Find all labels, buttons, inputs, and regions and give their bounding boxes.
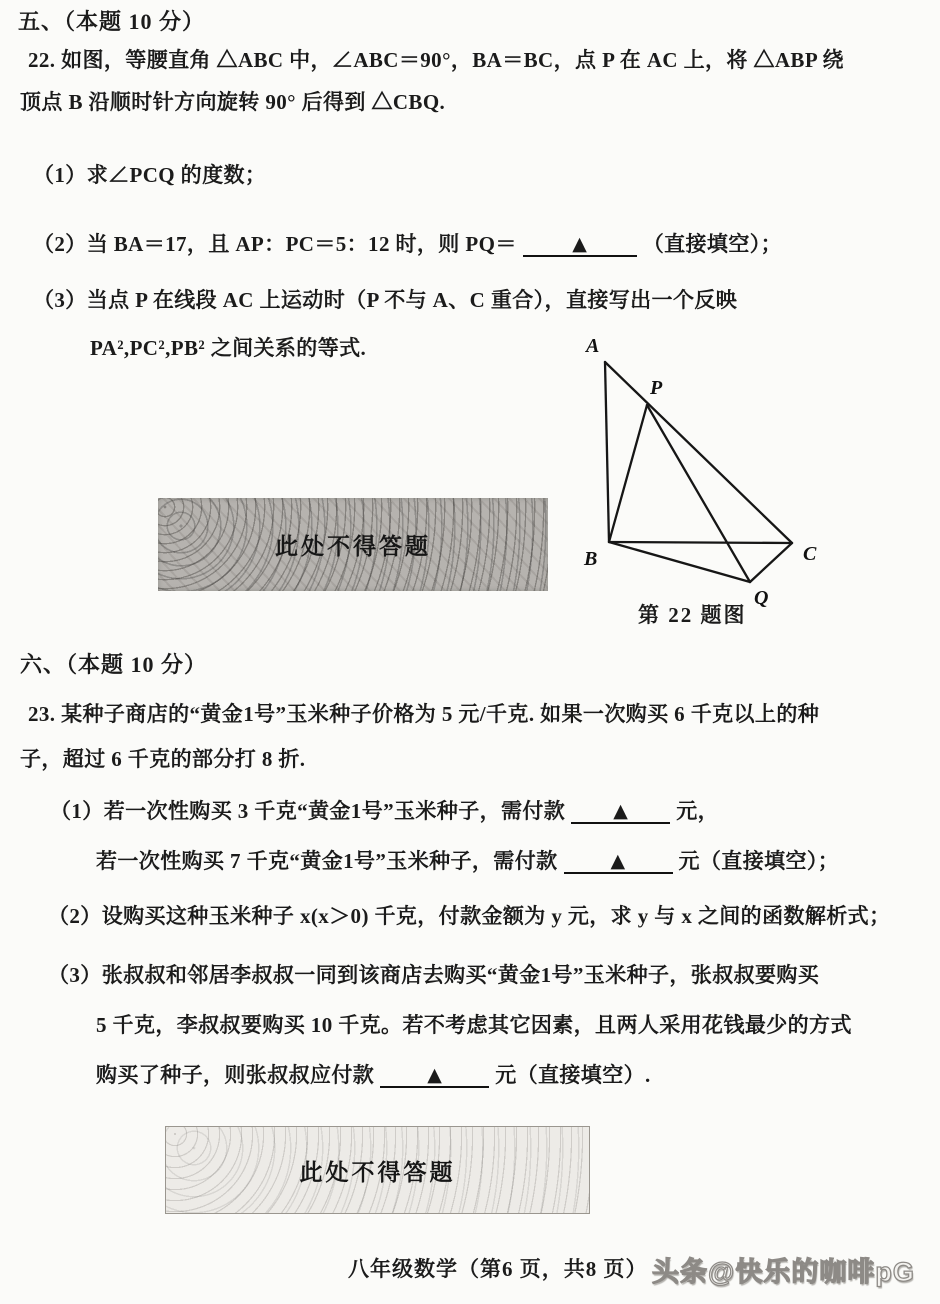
q23-part3-line2: 5 千克，李叔叔要购买 10 千克。若不考虑其它因素，且两人采用花钱最少的方式	[96, 1013, 852, 1037]
q23-part1b-suffix: 元（直接填空）；	[678, 849, 840, 873]
q23-part2: （2）设购买这种玉米种子 x(x＞0) 千克，付款金额为 y 元，求 y 与 x 之间的函数解析式；	[48, 904, 891, 928]
q23-part1a	[50, 798, 719, 824]
figure-caption: 第 22 题图	[638, 603, 747, 627]
toutiao-watermark: 头条@快乐的咖啡pG	[652, 1257, 915, 1287]
no-answer-zone-2-label: 此处不得答题	[299, 1159, 456, 1185]
q23-part3-answer-blank	[380, 1063, 489, 1088]
q23-statement-line2: 子，超过 6 千克的部分打 8 折.	[20, 747, 306, 771]
q23-part1a-suffix: 元，	[676, 799, 720, 823]
section-6-header: 六、（本题 10 分）	[20, 652, 208, 677]
q23-part1b-answer-blank	[564, 849, 673, 874]
q22-part2	[33, 231, 782, 257]
answer-triangle-icon: ▲	[610, 850, 626, 873]
triangle-diagram	[556, 332, 866, 612]
q22-statement-line2: 顶点 B 沿顺时针方向旋转 90° 后得到 △CBQ.	[20, 90, 446, 114]
vertex-label-Q: Q	[754, 587, 769, 609]
q23-part3-suffix: 元（直接填空）.	[495, 1063, 651, 1087]
no-answer-zone-1-label: 此处不得答题	[275, 534, 431, 559]
q23-part1b	[96, 848, 839, 874]
answer-triangle-icon: ▲	[572, 233, 588, 256]
q22-part3-line2: PA²,PC²,PB² 之间关系的等式.	[90, 336, 367, 360]
question-22-figure	[556, 332, 866, 612]
vertex-label-C: C	[803, 543, 817, 565]
q22-part2-answer-blank	[523, 232, 637, 257]
q23-part3-line3	[96, 1062, 651, 1088]
q22-part3-line1: （3）当点 P 在线段 AC 上运动时（P 不与 A、C 重合），直接写出一个反映	[33, 288, 738, 312]
q22-part2-suffix: （直接填空）；	[642, 232, 783, 256]
q22-part1: （1）求∠PCQ 的度数；	[33, 163, 267, 187]
q23-part1a-answer-blank	[571, 799, 670, 824]
vertex-label-A: A	[586, 335, 600, 357]
vertex-label-P: P	[650, 377, 663, 399]
answer-triangle-icon: ▲	[427, 1064, 443, 1087]
page-footer: 八年级数学（第6 页，共8 页）	[348, 1257, 648, 1281]
no-answer-zone-2	[165, 1126, 590, 1214]
vertex-label-B: B	[584, 548, 598, 570]
q23-part3-text: 购买了种子，则张叔叔应付款	[96, 1063, 375, 1087]
section-5-header: 五、（本题 10 分）	[18, 9, 206, 34]
q23-part1a-text: （1）若一次性购买 3 千克“黄金1号”玉米种子，需付款	[50, 799, 566, 823]
q23-part1b-text: 若一次性购买 7 千克“黄金1号”玉米种子，需付款	[96, 849, 558, 873]
q23-part3-line1: （3）张叔叔和邻居李叔叔一同到该商店去购买“黄金1号”玉米种子，张叔叔要购买	[48, 963, 820, 987]
answer-triangle-icon: ▲	[613, 800, 629, 823]
q23-statement-line1: 23. 某种子商店的“黄金1号”玉米种子价格为 5 元/千克. 如果一次购买 6 千克以上的种	[28, 702, 820, 726]
q22-statement-line1: 22. 如图，等腰直角 △ABC 中，∠ABC＝90°，BA＝BC，点 P 在 AC 上，将 △ABP 绕	[28, 48, 844, 72]
q22-part2-text: （2）当 BA＝17，且 AP：PC＝5：12 时，则 PQ＝	[33, 232, 517, 256]
no-answer-zone-1	[158, 498, 548, 591]
